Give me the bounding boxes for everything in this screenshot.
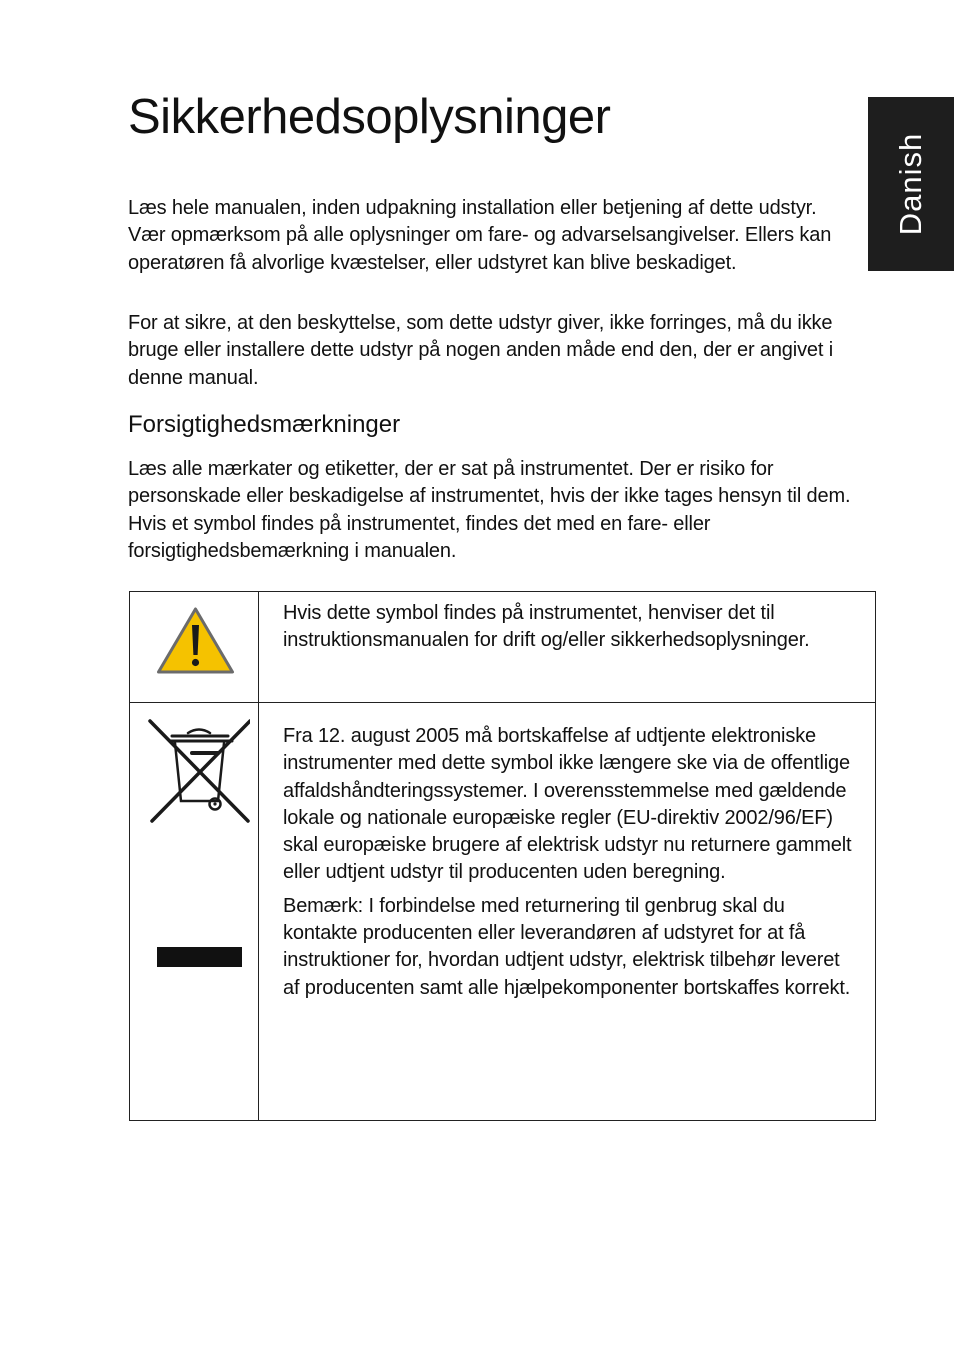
warning-symbol-description: Hvis dette symbol findes på instrumentet, henviser det til instruktionsmanualen for drift og/eller sikkerhedsoplysninger. [283,602,810,652]
language-tab-label: Danish [893,132,928,236]
page-title: Sikkerhedsoplysninger [128,90,611,144]
section-heading-precaution-labels: Forsigtighedsmærkninger [128,411,401,438]
weee-crossed-bin-icon [148,719,250,825]
symbol-table [129,591,876,1121]
language-tab [868,97,954,271]
weee-symbol-description: Fra 12. august 2005 må bortskaffelse af udtjente elektroniske instrumenter med dette symbol ikke længere ske via de offentlige affaldshåndteringssystemer. I overensstemmelse med gældende lokale og nationale europæiske regler (EU-direktiv 2002/96/EF) skal europæiske brugere af elektrisk udstyr nu returnere gammelt eller udtjent udstyr til producenten uden beregning. [283,725,852,884]
warning-triangle-icon [155,605,236,676]
weee-recycling-note: Bemærk: I forbindelse med returnering til genbrug skal du kontakte producenten eller leverandøren af udstyret for at få instruktioner for, hvordan udtjent udstyr, elektrisk tilbehør leveret af producenten samt alle hjælpekomponenter bortskaffes korrekt. [283,894,851,999]
symbol-icon-cell [130,703,259,1121]
intro-paragraph-2: For at sikre, at den beskyttelse, som dette udstyr giver, ikke forringes, må du ikke bruge eller installere dette udstyr på nogen anden måde end den, der er angivet i denne manual. [128,312,833,389]
weee-marking-bar [157,947,242,967]
intro-paragraph-1: Læs hele manualen, inden udpakning installation eller betjening af dette udstyr. Vær opmærksom på alle oplysninger om fare- og advarselsangivelser. Ellers kan operatøren få alvorlige kvæstelser, eller udstyret kan blive beskadiget. [128,197,832,274]
table-row [130,592,876,703]
precaution-labels-paragraph: Læs alle mærkater og etiketter, der er sat på instrumentet. Der er risiko for personskade eller beskadigelse af instrumentet, hvis der ikke tages hensyn til dem. Hvis et symbol findes på instrumentet, findes det med en fare- eller forsigtighedsbemærkning i manualen. [128,458,851,562]
symbol-icon-cell [130,592,259,703]
table-row [130,703,876,1121]
symbol-description-cell [259,703,876,1121]
symbol-description-cell [259,592,876,703]
